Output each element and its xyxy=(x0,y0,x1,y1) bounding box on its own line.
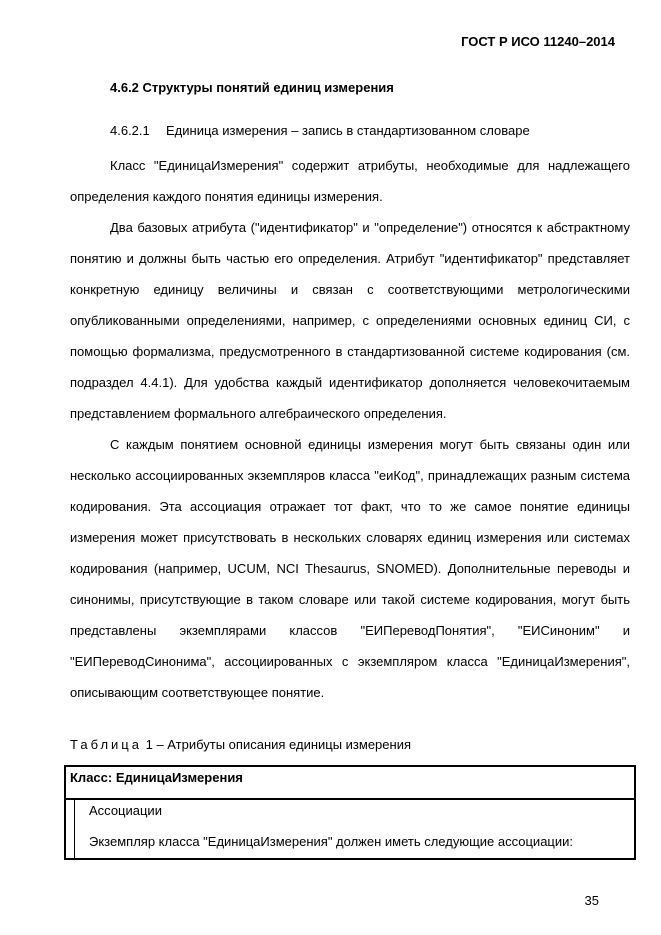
table-caption-word: Таблица xyxy=(70,737,142,752)
table-body xyxy=(74,800,634,858)
body-text xyxy=(70,150,630,708)
table-caption xyxy=(70,737,411,752)
paragraph: Класс "ЕдиницаИзмерения" содержит атрибуты, необходимые для надлежащего определения каждого понятия единицы измерения. xyxy=(70,158,630,204)
subsection-heading xyxy=(110,123,530,138)
table-caption-text: 1 – Атрибуты описания единицы измерения xyxy=(141,737,411,752)
table-header: Класс: ЕдиницаИзмерения xyxy=(66,767,634,800)
subsection-number: 4.6.2.1 xyxy=(110,123,150,138)
page-number: 35 xyxy=(584,893,599,908)
associations-text: Экземпляр класса "ЕдиницаИзмерения" должен иметь следующие ассоциации: xyxy=(89,834,574,849)
attributes-table xyxy=(64,765,636,860)
section-heading: 4.6.2 Структуры понятий единиц измерения xyxy=(110,80,394,95)
paragraph: Два базовых атрибута ("идентификатор" и "определение") относятся к абстрактному понятию и должны быть частью его определения. Атрибут "идентификатор" представляет конкретную единицу величины и связан с соответствующими метрологическими опубликованными определениями, например, с определениями основных единиц СИ, с помощью формализма, предусмотренного в стандартизованной системе кодирования (см. подраздел 4.4.1). Для удобства каждый идентификатор дополняется человекочитаемым представлением формального алгебраического определения. xyxy=(70,220,630,421)
standard-header: ГОСТ Р ИСО 11240–2014 xyxy=(461,34,615,49)
paragraph: С каждым понятием основной единицы измерения могут быть связаны один или несколько ассоциированных экземпляров класса "еиКод", принадлежащих разным система кодирования. Эта ассоциация отражает тот факт, что то же самое понятие единицы измерения может присутствовать в нескольких словарях единиц измерения или системах кодирования (например, UCUM, NCI Thesaurus, SNOMED). Дополнительные переводы и синонимы, присутствующие в таком словаре или такой системе кодирования, могут быть представлены экземплярами классов "ЕИПереводПонятия", "ЕИСиноним" и "ЕИПереводСинонима", ассоциированных с экземпляром класса "ЕдиницаИзмерения", описывающим соответствующее понятие. xyxy=(70,437,630,700)
subsection-title: Единица измерения – запись в стандартизованном словаре xyxy=(166,123,530,138)
associations-label: Ассоциации xyxy=(89,803,162,818)
